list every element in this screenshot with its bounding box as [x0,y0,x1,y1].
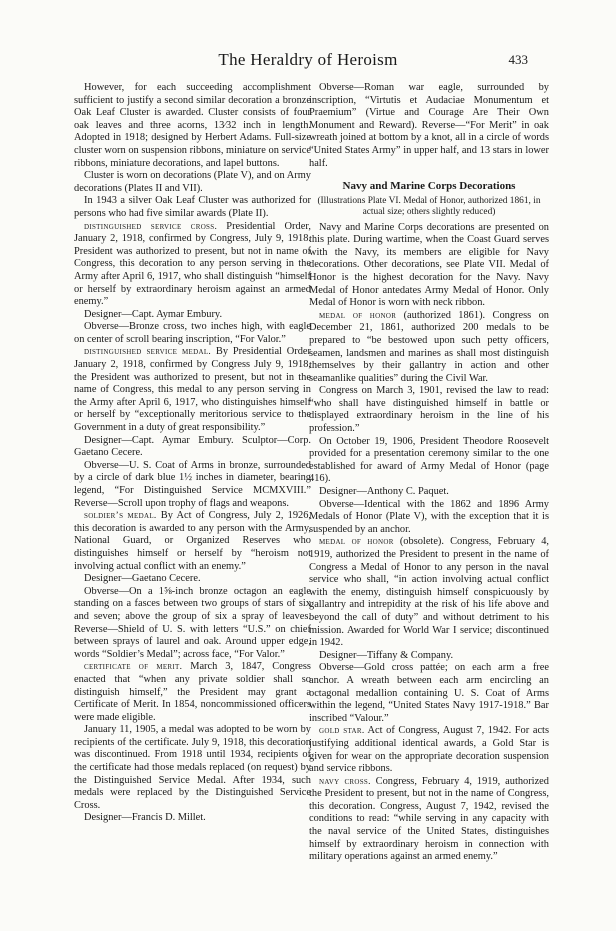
paragraph-text: Obverse—Gold cross pattée; on each arm a free anchor. A wreath between each arm encircling an octagonal medallion containing U. S. Coat of Arms within the legend, “United States Navy 1917-1918.” Bar inscribed “Valour.” [309,662,549,724]
paragraph-text: Navy and Marine Corps decorations are presented on this plate. During wartime, when the Coast Guard serves with the Navy, its members are eligible for Navy decorations. Other decorations, see Plate VII. Medal of Honor is the highest decoration for the Navy. Navy Medal of Honor antedates Army Medal of Honor. Only Medal of Honor is worn with neck ribbon. [309,221,549,309]
paragraph-lead-term: navy cross. [319,776,371,787]
paragraph-text: Presidential Order, January 2, 1918, confirmed by Congress, July 9, 1918. President was authorized to present, but not in name of Congress, this decoration to any person serving in the Army after April 6, 1917, who shall distinguish “himself or herself by extraordinary heroism against an armed enemy.” [74,220,311,308]
paragraph [74,346,311,434]
paragraph [74,460,311,510]
paragraph [74,573,311,586]
running-title: The Heraldry of Heroism [218,50,398,69]
paragraph-text: (authorized 1861). Congress on December 21, 1861, authorized 200 medals to be prepared to “be bestowed upon such petty officers, seamen, landsmen and marines as shall most distinguish themselves by their gallantry in action and other seamanlike qualities” during the Civil War. [309,309,549,384]
paragraph-lead-term: distinguished service cross. [84,221,218,232]
paragraph [309,310,549,386]
left-column [74,82,311,825]
paragraph-text: Designer—Capt. Aymar Embury. [84,308,223,320]
paragraph-text: (obsolete). Congress, February 4, 1919, authorized the President to present in the name of Congress a Medal of Honor to any person in the naval service who shall, “in action involving actual conflict with the enemy, distinguish himself conspicuously by gallantry and intrepidity at the risk of his life above and beyond the call of duty” and without detriment to his mission. Awarded for World War I service; discontinued in 1942. [309,536,549,649]
paragraph-lead-term: gold star. [319,726,365,737]
page-number: 433 [508,52,528,67]
paragraph [74,812,311,825]
paragraph-text: Designer—Gaetano Cecere. [84,573,201,585]
paragraph [309,436,549,486]
paragraph [74,435,311,460]
paragraph [74,321,311,346]
paragraph [309,662,549,725]
paragraph-text: On October 19, 1906, President Theodore Roosevelt provided for a presentation ceremony similar to the one established for award of Army Medal of Honor (page 416). [309,435,549,485]
paragraph [74,82,311,170]
paragraph-text: Designer—Francis D. Millet. [84,812,206,824]
paragraph-text: Obverse—Identical with the 1862 and 1896 Army Medals of Honor (Plate V), with the exception that it is suspended by an anchor. [309,498,549,535]
paragraph [309,776,549,864]
paragraph [74,170,311,195]
paragraph-text: March 3, 1847, Congress enacted that “when any private soldier shall so distinguish himself,” the President may grant a Certificate of Merit. In 1854, noncommissioned officers were made eligible. [74,661,311,723]
paragraph-text: Congress on March 3, 1901, revised the law to read: “who shall have distinguished himself in battle or displayed extraordinary heroism in the line of his profession.” [309,385,549,435]
paragraph [74,309,311,322]
paragraph-text: By Presidential Order January 2, 1918, confirmed by Congress July 9, 1918, the President was authorized to present, but not in the name of Congress, this medal to any person serving in the Army after April 6, 1917, who distinguishes himself or herself by “exceptionally meritorious service to the Government in a duty of great responsibility.” [74,346,312,434]
paragraph-text: In 1943 a silver Oak Leaf Cluster was authorized for persons who had five similar awards (Plate II). [74,195,311,219]
paragraph [309,499,549,537]
paragraph-text: January 11, 1905, a medal was adopted to be worn by recipients of the certificate. July 9, 1918, this decoration was discontinued. From 1918 until 1934, recipients of the certificate had those medals replaced (on request) by the Distinguished Service Medal. After 1934, such medals were replaced by the Distinguished Service Cross. [74,724,311,811]
paragraph [74,724,311,812]
paragraph-lead-term: soldier’s medal. [84,511,157,522]
paragraph-lead-term: certificate of merit. [84,662,183,673]
paragraph-lead-term: medal of honor [319,310,397,321]
paragraph [309,486,549,499]
paragraph [309,385,549,435]
paragraph [309,82,549,170]
paragraph [74,661,311,724]
paragraph [309,536,549,649]
right-column [309,82,549,864]
paragraph [309,222,549,310]
paragraph-text: Obverse—U. S. Coat of Arms in bronze, surrounded by a circle of dark blue 1½ inches in diameter, bearing legend, “For Distinguished Service MCMXVIII.” Reverse—Scroll upon trophy of flags and weapons. [74,459,311,509]
paragraph [74,510,311,573]
paragraph [309,650,549,663]
paragraph [74,586,311,662]
section-subheading: (Illustrations Plate VI. Medal of Honor, authorized 1861, in actual size; others slightly reduced) [317,195,541,218]
section-heading: Navy and Marine Corps Decorations [342,180,516,193]
paragraph-text: Act of Congress, August 7, 1942. For acts justifying additional identical awards, a Gold Star is given for wear on the appropriate decoration suspension and service ribbons. [309,725,549,775]
paragraph [74,221,311,309]
paragraph-text: Congress, February 4, 1919, authorized the President to present, but not in the name of Congress, this decoration. Congress, August 7, 1942, revised the conditions to read: “while serving in any capacity with the naval service of the United States, distinguishes himself by extraordinary heroism in connection with military operations against an armed enemy.” [309,775,549,863]
paragraph-text: Obverse—Bronze cross, two inches high, with eagle on center of scroll bearing inscription, “For Valor.” [74,321,311,345]
page-header [0,50,616,74]
paragraph-text: Designer—Tiffany & Company. [319,649,454,661]
paragraph [309,725,549,775]
paragraph-text: Designer—Capt. Aymar Embury. Sculptor—Corp. Gaetano Cecere. [74,434,311,459]
paragraph [74,195,311,220]
paragraph-text: However, for each succeeding accomplishment sufficient to justify a second similar decoration a bronze Oak Leaf Cluster is awarded. Cluster consists of four oak leaves and three acorns, 13⁄32 inch in length. Adopted in 1918; designed by Herbert Adams. Full-size cluster worn on suspension ribbons, miniature on service ribbons, miniature decorations, and lapel buttons. [74,82,311,169]
paragraph-text: By Act of Congress, July 2, 1926, this decoration is awarded to any person with the Army, National Guard, or Organized Reserves who distinguishes himself or herself by “heroism not involving actual conflict with an enemy.” [74,510,311,572]
paragraph-text: Obverse—On a 1⅝-inch bronze octagon an eagle standing on a fasces between two groups of stars of six and seven; above the group of six a spray of leaves. Reverse—Shield of U. S. with letters “U.S.” on chief between sprays of laurel and oak. Around upper edge, words “Soldier’s Medal”; across face, “For Valor.” [74,585,311,660]
paragraph-text: Designer—Anthony C. Paquet. [319,486,449,498]
paragraph-lead-term: medal of honor [319,537,394,548]
paragraph-text: Obverse—Roman war eagle, surrounded by inscription, “Virtutis et Audaciae Monumentum et Praemium” (Virtue and Courage Are Their Own Monument and Reward). Reverse—“For Merit” in oak wreath joined at bottom by a knot, all in a circle of words “United States Army” in upper half, and 13 stars in lower half. [309,82,549,169]
paragraph-lead-term: distinguished service medal. [84,347,212,358]
paragraph-text: Cluster is worn on decorations (Plate V), and on Army decorations (Plates II and VII). [74,170,311,194]
